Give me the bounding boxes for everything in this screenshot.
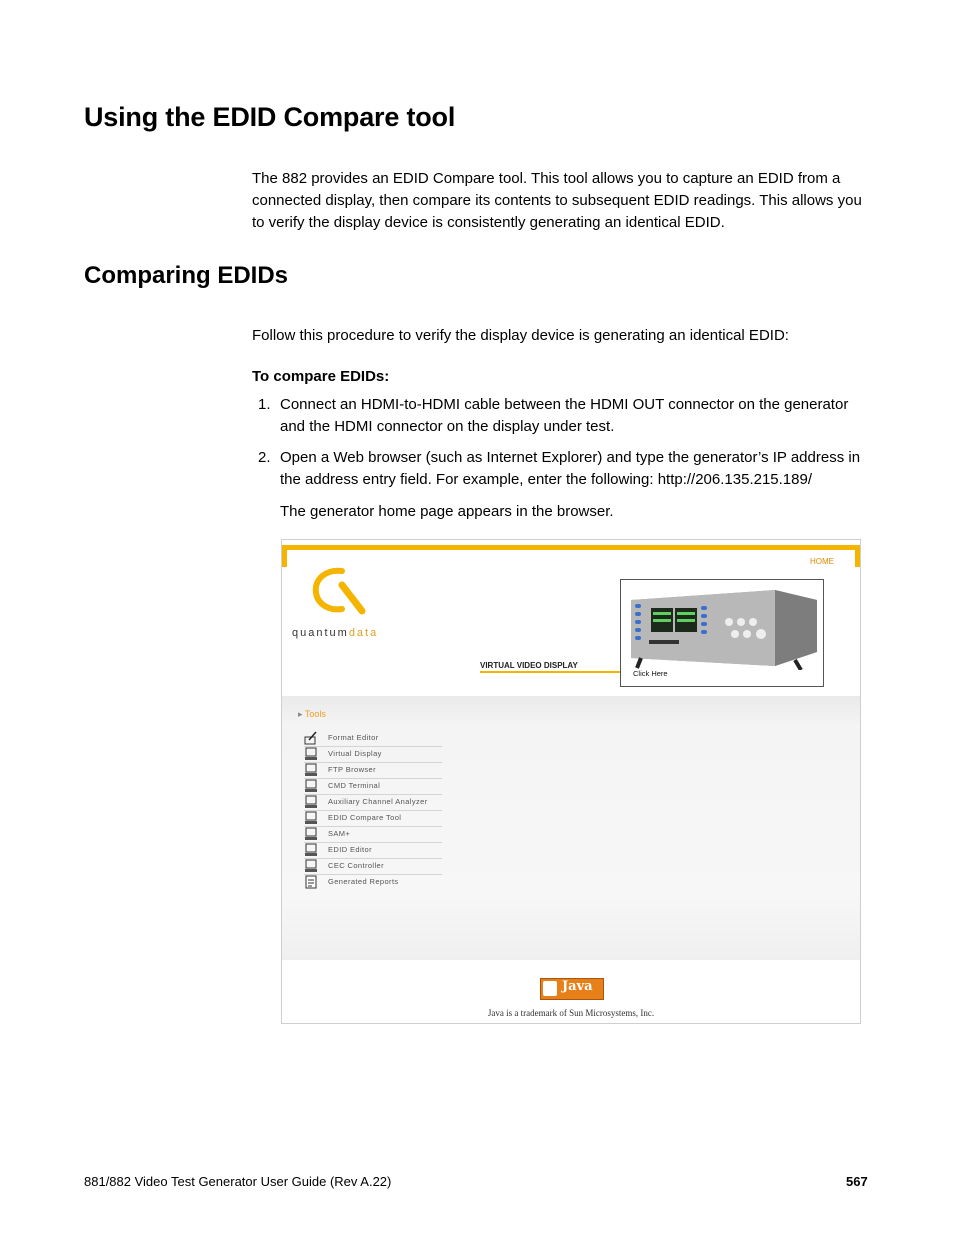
step-item	[252, 394, 872, 438]
computer-icon	[304, 859, 318, 873]
generator-device-icon	[625, 586, 821, 670]
home-header	[282, 545, 860, 695]
tool-label: Generated Reports	[328, 877, 399, 886]
document-title-footer: 881/882 Video Test Generator User Guide (Rev A.22)	[84, 1174, 392, 1189]
accent-corner-right	[852, 545, 860, 567]
tool-sam-plus[interactable]	[304, 826, 442, 843]
tool-label: FTP Browser	[328, 765, 377, 774]
click-here-label: Click Here	[633, 669, 668, 678]
procedure-intro: Follow this procedure to verify the display device is generating an identical EDID:	[252, 327, 789, 344]
accent-corner-left	[282, 545, 290, 567]
caret-right-icon: ▸	[298, 709, 303, 719]
java-logo[interactable]	[540, 978, 604, 1000]
tool-virtual-display[interactable]	[304, 746, 442, 763]
quantumdata-logo-icon	[308, 565, 370, 617]
computer-icon	[304, 763, 318, 777]
home-footer	[282, 960, 860, 1023]
step-number: 1.	[258, 396, 271, 413]
tool-ftp-browser[interactable]	[304, 762, 442, 779]
computer-icon	[304, 779, 318, 793]
tool-edid-editor[interactable]	[304, 842, 442, 859]
computer-icon	[304, 747, 318, 761]
page-number: 567	[846, 1174, 868, 1189]
accent-bar	[282, 545, 860, 550]
tool-label: Format Editor	[328, 733, 379, 742]
pencil-icon	[304, 731, 318, 745]
step-text: Connect an HDMI-to-HDMI cable between the HDMI OUT connector on the generator and the HDMI connector on the display under test.	[280, 396, 849, 435]
section-heading: Comparing EDIDs	[84, 262, 289, 289]
home-link[interactable]: HOME	[810, 557, 834, 566]
java-logo-text: Java	[562, 979, 593, 994]
tool-cmd-terminal[interactable]	[304, 778, 442, 795]
generator-home-screenshot	[281, 539, 861, 1024]
tool-edid-compare[interactable]	[304, 810, 442, 827]
step-number: 2.	[258, 449, 271, 466]
step-note: The generator home page appears in the browser.	[280, 503, 614, 520]
tool-label: Virtual Display	[328, 749, 382, 758]
procedure-title: To compare EDIDs:	[252, 368, 390, 385]
intro-paragraph: The 882 provides an EDID Compare tool. This tool allows you to capture an EDID from a connected display, then compare its contents to subsequent EDID readings. This allows you to verify the display device is consistently generating an identical EDID.	[252, 170, 862, 231]
tools-heading-label: Tools	[304, 709, 326, 719]
tools-heading[interactable]	[298, 709, 326, 720]
underline-bar	[480, 671, 620, 673]
logo-text-quantum: quantum	[292, 627, 349, 639]
tool-label: SAM+	[328, 829, 351, 838]
tool-auxiliary-channel-analyzer[interactable]	[304, 794, 442, 811]
tool-cec-controller[interactable]	[304, 858, 442, 875]
tool-label: EDID Compare Tool	[328, 813, 402, 822]
step-text: Open a Web browser (such as Internet Explorer) and type the generator’s IP address in the address entry field. For example, enter the following: http://206.135.215.189/	[280, 449, 861, 488]
tool-label: Auxiliary Channel Analyzer	[328, 797, 428, 806]
page-title: Using the EDID Compare tool	[84, 102, 456, 132]
tool-label: EDID Editor	[328, 845, 372, 854]
step-list	[252, 394, 872, 500]
computer-icon	[304, 811, 318, 825]
java-trademark-notice: Java is a trademark of Sun Microsystems, Inc.	[487, 1008, 655, 1018]
computer-icon	[304, 827, 318, 841]
device-image-link[interactable]	[620, 579, 824, 687]
tool-generated-reports[interactable]	[304, 874, 442, 890]
document-icon	[304, 875, 318, 889]
logo-text-data: data	[348, 627, 379, 639]
step-item	[252, 447, 872, 491]
tool-label: CEC Controller	[328, 861, 385, 870]
computer-icon	[304, 795, 318, 809]
tools-panel	[282, 696, 860, 960]
computer-icon	[304, 843, 318, 857]
tool-format-editor[interactable]	[304, 730, 442, 747]
tool-label: CMD Terminal	[328, 781, 381, 790]
java-cup-icon	[543, 981, 557, 996]
logo-wordmark	[292, 627, 378, 639]
virtual-video-display-link[interactable]: VIRTUAL VIDEO DISPLAY	[480, 661, 578, 670]
